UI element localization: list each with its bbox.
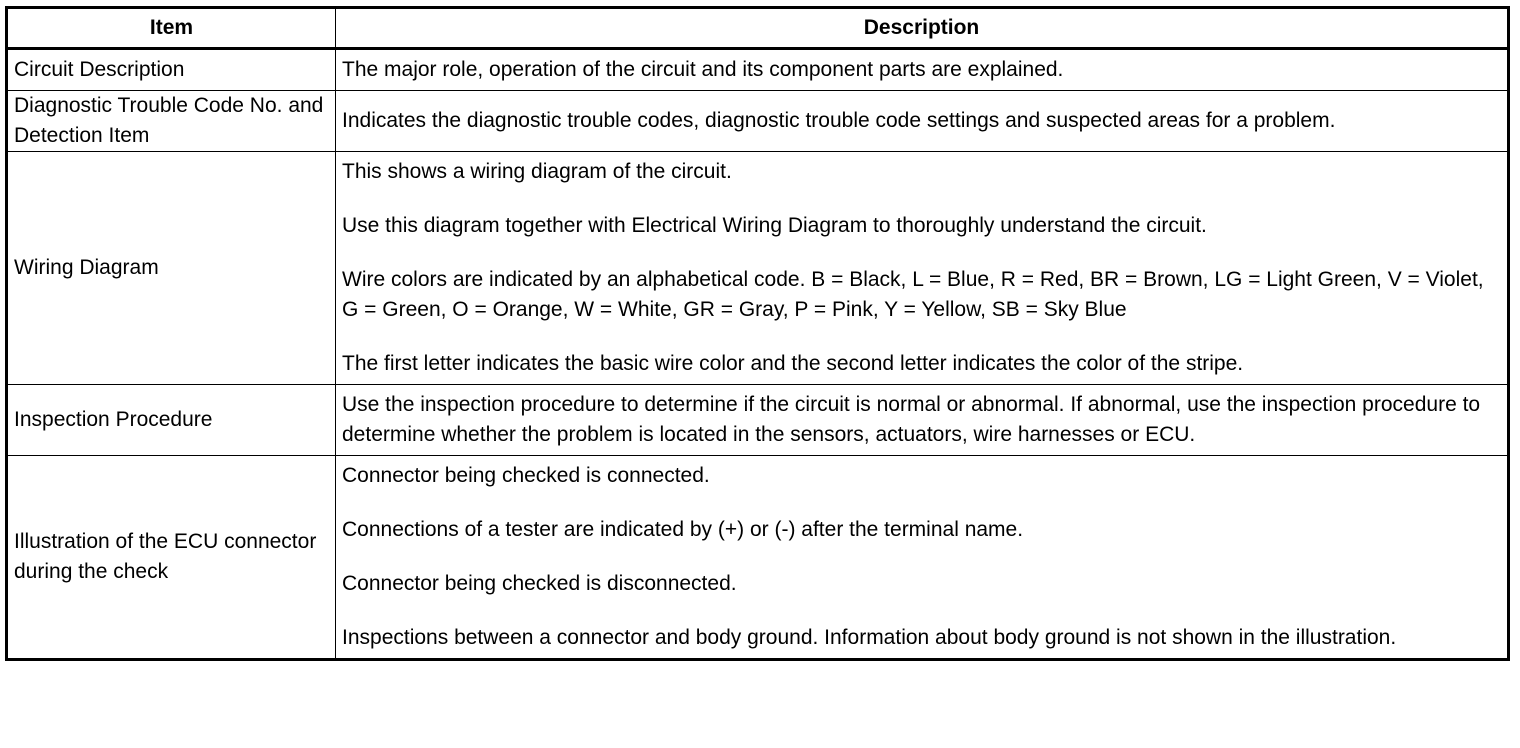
description-paragraph: Connections of a tester are indicated by (+) or (-) after the terminal name. xyxy=(342,518,1024,541)
description-paragraph: Use the inspection procedure to determine if the circuit is normal or abnormal. If abnormal, use the inspection procedure to determine whether the problem is located in the sensors, actuators, wire harnesses or ECU. xyxy=(342,393,1481,446)
row-description xyxy=(336,456,1509,660)
description-paragraph: The major role, operation of the circuit and its component parts are explained. xyxy=(342,58,1064,81)
row-item-diagnostic-trouble-code: Diagnostic Trouble Code No. and Detection Item xyxy=(7,91,336,152)
row-item-inspection-procedure: Inspection Procedure xyxy=(7,385,336,456)
row-description xyxy=(336,152,1509,385)
row-item-wiring-diagram: Wiring Diagram xyxy=(7,152,336,385)
row-description xyxy=(336,49,1509,91)
table-row xyxy=(7,91,1509,152)
table-row xyxy=(7,385,1509,456)
description-paragraph: The first letter indicates the basic wire color and the second letter indicates the color of the stripe. xyxy=(342,352,1244,375)
row-description xyxy=(336,385,1509,456)
row-item-circuit-description: Circuit Description xyxy=(7,49,336,91)
description-paragraph: Connector being checked is connected. xyxy=(342,464,710,487)
table-row xyxy=(7,152,1509,385)
description-paragraph: Use this diagram together with Electrical Wiring Diagram to thoroughly understand the circuit. xyxy=(342,214,1207,237)
header-item: Item xyxy=(7,8,336,49)
description-table xyxy=(5,6,1510,661)
description-paragraph: This shows a wiring diagram of the circuit. xyxy=(342,160,732,183)
table-row xyxy=(7,456,1509,660)
row-description xyxy=(336,91,1509,152)
table-row xyxy=(7,49,1509,91)
description-paragraph: Connector being checked is disconnected. xyxy=(342,572,737,595)
header-description: Description xyxy=(336,8,1509,49)
header-row xyxy=(7,8,1509,49)
description-paragraph: Indicates the diagnostic trouble codes, diagnostic trouble code settings and suspected areas for a problem. xyxy=(342,109,1336,132)
description-paragraph: Inspections between a connector and body ground. Information about body ground is not shown in the illustration. xyxy=(342,626,1397,649)
description-paragraph: Wire colors are indicated by an alphabetical code. B = Black, L = Blue, R = Red, BR = Brown, LG = Light Green, V = Violet, G = Green, O = Orange, W = White, GR = Gray, P = Pink, Y = Yellow, SB = Sky Blue xyxy=(342,268,1484,321)
row-item-ecu-connector-illustration: Illustration of the ECU connector during the check xyxy=(7,456,336,660)
